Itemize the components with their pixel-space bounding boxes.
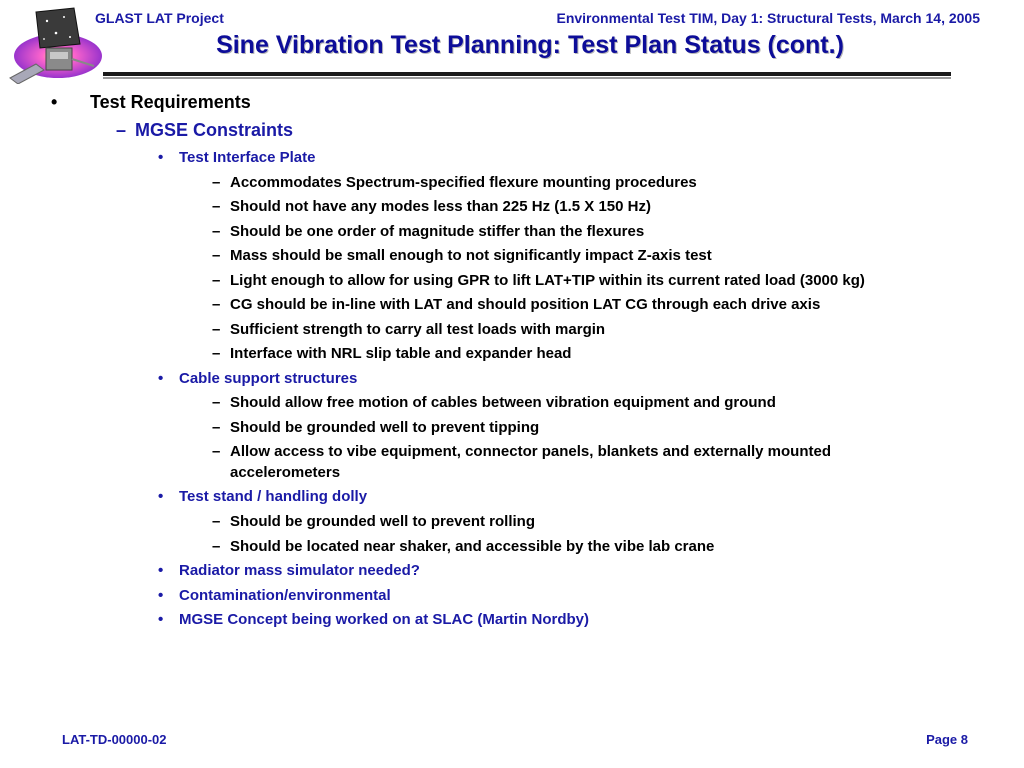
section-label-text: Contamination/environmental [179,587,391,604]
footer-page-number: Page 8 [926,732,968,747]
list-item-text: Should allow free motion of cables between vibration equipment and ground [230,394,776,411]
list-item-text: Allow access to vibe equipment, connector panels, blankets and externally mounted [230,443,831,460]
list-item-text: Accommodates Spectrum-specified flexure mounting procedures [230,174,697,191]
title-rule [103,72,951,76]
header-project-name: GLAST LAT Project [95,10,224,26]
dash-glyph: – [212,345,221,362]
bullet-glyph: • [51,92,58,112]
list-item-text: Should not have any modes less than 225 Hz (1.5 X 150 Hz) [230,198,651,215]
dash-glyph: – [212,394,221,411]
section-label-text: Cable support structures [179,370,358,387]
dash-glyph: – [212,223,221,240]
list-item-text: Interface with NRL slip table and expander head [230,345,572,362]
section-label-text: MGSE Concept being worked on at SLAC (Martin Nordby) [179,611,590,628]
dash-glyph: – [212,174,221,191]
list-item-text: Should be grounded well to prevent rolling [230,513,536,530]
list-item-text: Should be one order of magnitude stiffer than the flexures [230,223,645,240]
dash-glyph: – [212,443,221,460]
dash-glyph: – [212,419,221,436]
footer-doc-id: LAT-TD-00000-02 [62,732,167,747]
header-meeting-info: Environmental Test TIM, Day 1: Structural Tests, March 14, 2005 [556,10,980,26]
list-item-text: Should be grounded well to prevent tipping [230,419,540,436]
section-label-text: Test stand / handling dolly [179,488,368,505]
dash-glyph: – [212,296,221,313]
title-rule-shadow [103,77,951,79]
bullet-glyph: • [158,611,164,628]
bullet-glyph: • [158,149,164,166]
list-item-text: Light enough to allow for using GPR to lift LAT+TIP within its current rated load (3000 kg) [230,272,865,289]
list-item-text: Should be located near shaker, and accessible by the vibe lab crane [230,538,715,555]
dash-glyph: – [212,198,221,215]
list-item-text: CG should be in-line with LAT and should position LAT CG through each drive axis [230,296,821,313]
bullet-glyph: • [158,587,164,604]
subheading-text: MGSE Constraints [135,120,294,140]
bullet-glyph: • [158,370,164,387]
dash-glyph: – [212,272,221,289]
bullet-glyph: • [158,562,164,579]
bullet-glyph: • [158,488,164,505]
dash-glyph: – [116,120,127,140]
dash-glyph: – [212,513,221,530]
list-item-text: Sufficient strength to carry all test loads with margin [230,321,606,338]
heading-text: Test Requirements [90,92,251,112]
dash-glyph: – [212,247,221,264]
section-label-text: Test Interface Plate [179,149,316,166]
slide-title: Sine Vibration Test Planning: Test Plan Status (cont.) [216,31,844,59]
section-label-text: Radiator mass simulator needed? [179,562,420,579]
dash-glyph: – [212,538,221,555]
list-item-text: Mass should be small enough to not significantly impact Z-axis test [230,247,712,264]
list-item-text: accelerometers [230,464,341,481]
dash-glyph: – [212,321,221,338]
